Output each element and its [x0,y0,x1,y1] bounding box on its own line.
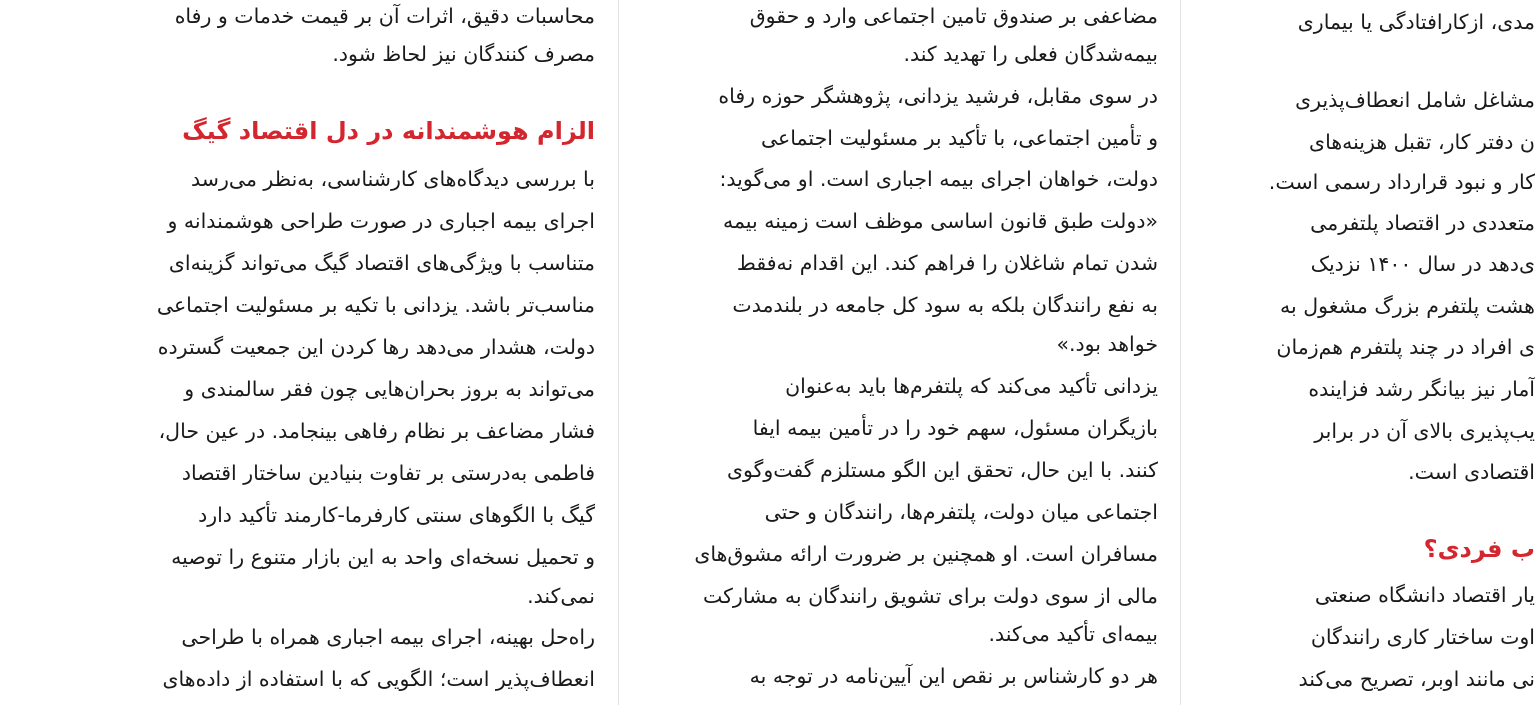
text-line: می‌تواند به بروز بحران‌هایی چون فقر سالمندی و [184,377,595,401]
text-line: شدن تمام شاغلان را فراهم کند. این اقدام نه‌فقط [736,251,1158,275]
text-line: مناسب‌تر باشد. یزدانی با تکیه بر مسئولیت اجتماعی [156,293,595,317]
text-line: بازیگران مسئول، سهم خود را در تأمین بیمه ایفا [752,416,1158,440]
text-line: اجتماعی میان دولت، پلتفرم‌ها، رانندگان و حتی [764,500,1158,524]
text-line: ن دفتر کار، تقبل هزینه‌های [1309,130,1535,154]
text-line: به نفع رانندگان بلکه به سود کل جامعه در بلندمدت [732,293,1158,317]
text-line: «دولت طبق قانون اساسی موظف است زمینه بیمه [722,209,1158,233]
text-line: مالی از سوی دولت برای تشویق رانندگان به مشارکت [703,584,1158,608]
text-line: دولت، خواهان اجرای بیمه اجباری است. او می‌گوید: [719,167,1158,191]
section-heading: الزام هوشمندانه در دل اقتصاد گیگ [182,117,595,145]
article-column-right [1205,0,1535,705]
text-line: یزدانی تأکید می‌کند که پلتفرم‌ها باید به‌عنوان [785,374,1158,398]
text-line: متناسب با ویژگی‌های اقتصاد گیگ می‌تواند گزینه‌ای [168,251,595,275]
text-line: یب‌پذیری بالای آن در برابر [1314,419,1535,443]
text-line: مشاغل شامل انعطاف‌پذیری [1295,88,1535,112]
section-heading: ب فردی؟ [1423,535,1535,563]
text-line: و تأمین اجتماعی، با تأکید بر مسئولیت اجتماعی [760,126,1158,150]
text-line: اوت ساختار کاری رانندگان [1310,625,1535,649]
text-line: دولت، هشدار می‌دهد رها کردن این جمعیت گسترده [157,335,595,359]
text-line: مصرف کنندگان نیز لحاظ شود. [332,42,595,66]
article-column-middle [640,0,1158,705]
text-line: یار اقتصاد دانشگاه صنعتی [1314,583,1535,607]
text-line: مضاعفی بر صندوق تامین اجتماعی وارد و حقوق [749,4,1158,28]
text-line: ی‌دهد در سال ۱۴۰۰ نزدیک [1310,252,1535,276]
text-line: هشت پلتفرم بزرگ مشغول به [1280,294,1535,318]
text-line: فشار مضاعف بر نظام رفاهی بینجامد. در عین حال، [158,419,595,443]
text-line: بیمه‌ای تأکید می‌کند. [988,622,1158,646]
text-line: بیمه‌شدگان فعلی را تهدید کند. [903,42,1158,66]
text-line: آمار نیز بیانگر رشد فزاینده [1308,377,1535,401]
text-line: کنند. با این حال، تحقق این الگو مستلزم گفت‌وگوی [727,458,1158,482]
text-line: با بررسی دیدگاه‌های کارشناسی، به‌نظر می‌رسد [191,167,595,191]
article-column-left [60,0,595,705]
text-line: نمی‌کند. [527,584,595,608]
text-line: هر دو کارشناس بر نقص این آیین‌نامه در توجه به [749,664,1158,688]
text-line: مدی، ازکارافتادگی یا بیماری [1297,10,1535,34]
text-line: مسافران است. او همچنین بر ضرورت ارائه مشوق‌های [694,542,1158,566]
text-line: در سوی مقابل، فرشید یزدانی، پژوهشگر حوزه رفاه [718,84,1158,108]
text-line: انعطاف‌پذیر است؛ الگویی که با استفاده از داده‌های [162,667,595,691]
text-line: خواهد بود.» [1056,332,1158,356]
text-line: کار و نبود قرارداد رسمی است. [1268,170,1535,194]
text-line: و تحمیل نسخه‌ای واحد به این بازار متنوع را توصیه [171,545,595,569]
text-line: محاسبات دقیق، اثرات آن بر قیمت خدمات و رفاه [174,4,595,28]
column-divider [618,0,619,705]
text-line: نی مانند اوبر، تصریح می‌کند [1298,667,1535,691]
text-line: متعددی در اقتصاد پلتفرمی [1310,211,1535,235]
text-line: اجرای بیمه اجباری در صورت طراحی هوشمندانه و [167,209,595,233]
text-line: راه‌حل بهینه، اجرای بیمه اجباری همراه با طراحی [181,625,595,649]
text-line: اقتصادی است. [1408,460,1535,484]
text-line: ی افراد در چند پلتفرم هم‌زمان [1276,335,1535,359]
text-line: فاطمی به‌درستی بر تفاوت بنیادین ساختار اقتصاد [181,461,595,485]
text-line: گیگ با الگوهای سنتی کارفرما-کارمند تأکید دارد [198,503,595,527]
column-divider [1180,0,1181,705]
